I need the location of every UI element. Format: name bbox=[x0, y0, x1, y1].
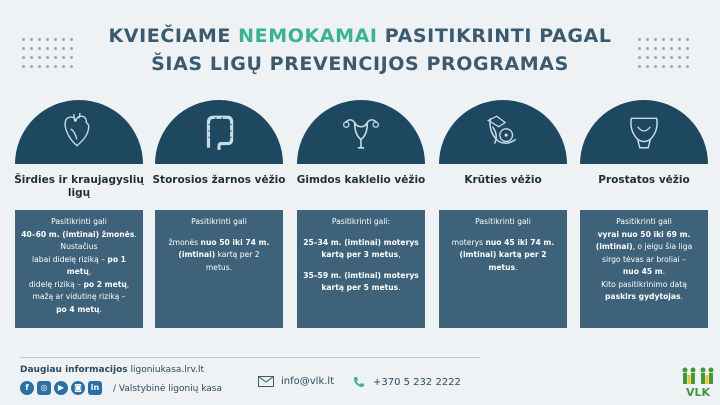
description-line: Pasitikrinti gali: bbox=[331, 217, 391, 226]
phone-contact[interactable]: +370 5 232 2222 bbox=[353, 376, 461, 388]
facebook-icon[interactable]: f bbox=[20, 381, 34, 395]
description-line: didelę riziką – po 2 metų, bbox=[28, 279, 130, 289]
dot bbox=[70, 65, 73, 68]
dot bbox=[654, 47, 657, 50]
description-line: labai didelę riziką – po 1 metų, bbox=[32, 254, 126, 276]
card-label: Prostatos vėžio bbox=[598, 174, 690, 186]
card-icon-dome bbox=[297, 100, 425, 164]
dot bbox=[654, 38, 657, 41]
footer-divider bbox=[20, 357, 480, 358]
dot bbox=[654, 56, 657, 59]
vlk-logo: VLK bbox=[680, 366, 716, 400]
description-line: Kito pasitikrinimo datą bbox=[601, 279, 687, 289]
social-icons bbox=[20, 381, 102, 395]
dot bbox=[70, 47, 73, 50]
description-line: sirgo tėvas ar broliai – bbox=[602, 254, 686, 264]
card-label: Gimdos kaklelio vėžio bbox=[296, 174, 426, 186]
page-title: KVIEČIAME NEMOKAMAI PASITIKRINTI PAGAL ŠIAS LIGŲ PREVENCIJOS PROGRAMAS bbox=[108, 25, 612, 75]
card-label: Storosios žarnos vėžio bbox=[152, 174, 286, 186]
decorative-dots-left bbox=[22, 38, 82, 78]
youtube-icon[interactable]: ▶ bbox=[54, 381, 68, 395]
intestine-icon bbox=[194, 112, 244, 152]
dot bbox=[38, 47, 41, 50]
dot bbox=[670, 56, 673, 59]
dot bbox=[38, 65, 41, 68]
description-line: (imtinai), o jeigu šia liga bbox=[595, 242, 693, 251]
card-label: Krūties vėžio bbox=[464, 174, 542, 186]
description-line: metus. bbox=[205, 262, 233, 272]
dot bbox=[662, 38, 665, 41]
dot bbox=[70, 56, 73, 59]
description-line: Nustačius bbox=[60, 242, 98, 251]
dot bbox=[686, 56, 689, 59]
dot bbox=[54, 65, 57, 68]
uterus-icon bbox=[336, 112, 386, 152]
description-line: vyrai nuo 50 iki 69 m. bbox=[597, 229, 691, 239]
card-icon-dome bbox=[15, 100, 143, 164]
description-line: 35–59 m. (imtinai) moterys bbox=[303, 270, 419, 280]
dot bbox=[646, 38, 649, 41]
description-line: žmonės nuo 50 iki 74 m. bbox=[168, 237, 270, 247]
more-info: Daugiau informacijos ligoniukasa.lrv.lt bbox=[20, 365, 204, 375]
dot bbox=[62, 65, 65, 68]
phone-icon bbox=[353, 376, 365, 388]
description-line: kartą per 5 metus. bbox=[321, 283, 401, 292]
description-line: Pasitikrinti gali bbox=[191, 217, 247, 226]
dot bbox=[646, 47, 649, 50]
dot bbox=[646, 65, 649, 68]
breast-icon bbox=[478, 112, 528, 152]
dot bbox=[678, 47, 681, 50]
dot bbox=[30, 47, 33, 50]
messenger-icon[interactable]: ◙ bbox=[71, 381, 85, 395]
dot bbox=[686, 65, 689, 68]
dot bbox=[46, 65, 49, 68]
dot bbox=[638, 47, 641, 50]
card-description bbox=[297, 210, 425, 328]
card-description bbox=[439, 210, 567, 328]
card-description bbox=[15, 210, 143, 328]
card-description bbox=[580, 210, 708, 328]
dot bbox=[654, 65, 657, 68]
dot bbox=[662, 47, 665, 50]
mail-icon bbox=[258, 376, 274, 387]
dot bbox=[670, 38, 673, 41]
description-line: mažą ar vidutinę riziką – bbox=[32, 292, 126, 301]
dot bbox=[686, 47, 689, 50]
dot bbox=[30, 56, 33, 59]
dot bbox=[62, 38, 65, 41]
description-line: moterys nuo 45 iki 74 m. bbox=[451, 237, 555, 247]
dot bbox=[38, 56, 41, 59]
instagram-icon[interactable]: ◎ bbox=[37, 381, 51, 395]
description-line: 25–34 m. (imtinai) moterys bbox=[303, 237, 419, 247]
dot bbox=[638, 65, 641, 68]
dot bbox=[678, 38, 681, 41]
linkedin-icon[interactable]: in bbox=[88, 381, 102, 395]
description-line: Pasitikrinti gali bbox=[616, 217, 672, 226]
card-icon-dome bbox=[580, 100, 708, 164]
dot bbox=[678, 56, 681, 59]
dot bbox=[686, 38, 689, 41]
info-link[interactable]: ligoniukasa.lrv.lt bbox=[130, 365, 204, 375]
email-contact[interactable]: info@vlk.lt bbox=[258, 376, 334, 387]
dot bbox=[46, 38, 49, 41]
dot bbox=[70, 38, 73, 41]
card-icon-dome bbox=[155, 100, 283, 164]
dot bbox=[670, 65, 673, 68]
card-description bbox=[155, 210, 283, 328]
description-line: po 4 metų. bbox=[56, 304, 102, 314]
dot bbox=[46, 47, 49, 50]
dot bbox=[22, 38, 25, 41]
dot bbox=[638, 38, 641, 41]
dot bbox=[22, 47, 25, 50]
dot bbox=[62, 47, 65, 50]
heart-icon bbox=[54, 112, 104, 152]
description-line: (imtinai) kartą per 2 bbox=[178, 250, 260, 259]
description-line: nuo 45 m. bbox=[622, 267, 666, 276]
description-line: kartą per 3 metus, bbox=[321, 250, 401, 259]
dot bbox=[22, 56, 25, 59]
decorative-dots-right bbox=[638, 38, 698, 78]
description-line: (imtinai) kartą per 2 metus. bbox=[459, 250, 547, 272]
agency-name: / Valstybinė ligonių kasa bbox=[113, 384, 222, 394]
card-label: Širdies ir kraujagyslių ligų bbox=[14, 174, 144, 199]
description-line: Pasitikrinti gali bbox=[475, 217, 531, 226]
dot bbox=[670, 47, 673, 50]
dot bbox=[54, 38, 57, 41]
dot bbox=[62, 56, 65, 59]
description-line: 40–60 m. (imtinai) žmonės. bbox=[21, 229, 137, 239]
card-icon-dome bbox=[439, 100, 567, 164]
dot bbox=[22, 65, 25, 68]
description-line: Pasitikrinti gali bbox=[51, 217, 107, 226]
description-line: paskirs gydytojas. bbox=[605, 292, 683, 301]
dot bbox=[30, 38, 33, 41]
dot bbox=[46, 56, 49, 59]
dot bbox=[38, 38, 41, 41]
dot bbox=[678, 65, 681, 68]
dot bbox=[662, 56, 665, 59]
prostate-icon bbox=[619, 112, 669, 152]
dot bbox=[662, 65, 665, 68]
dot bbox=[54, 56, 57, 59]
dot bbox=[54, 47, 57, 50]
dot bbox=[638, 56, 641, 59]
dot bbox=[646, 56, 649, 59]
dot bbox=[30, 65, 33, 68]
